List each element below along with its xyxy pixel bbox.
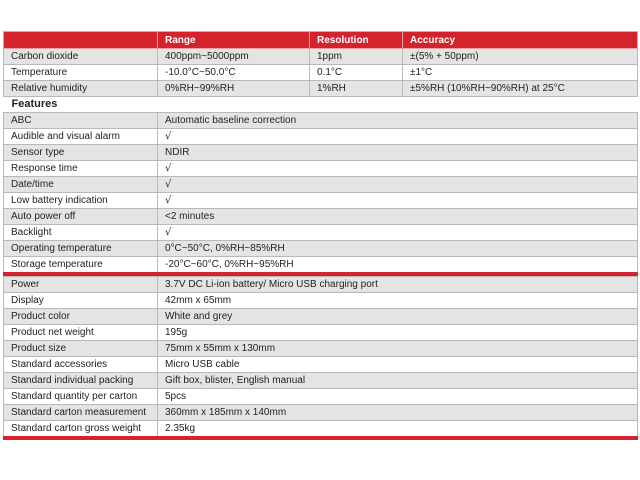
check-mark-icon: √ xyxy=(158,161,638,177)
spec-accuracy: ±(5% + 50ppm) xyxy=(403,49,638,65)
spec-accuracy: ±1°C xyxy=(403,65,638,81)
spec-row-relative-humidity xyxy=(4,81,638,97)
general-row xyxy=(4,309,638,325)
header-range: Range xyxy=(158,32,310,49)
specification-table xyxy=(3,31,638,440)
general-value: White and grey xyxy=(158,309,638,325)
general-name: Standard carton gross weight xyxy=(4,421,158,439)
general-name: Standard individual packing xyxy=(4,373,158,389)
general-row xyxy=(4,373,638,389)
general-name: Standard accessories xyxy=(4,357,158,373)
spec-name: Temperature xyxy=(4,65,158,81)
check-mark-icon: √ xyxy=(158,177,638,193)
spec-range: -10.0°C~50.0°C xyxy=(158,65,310,81)
feature-name: ABC xyxy=(4,113,158,129)
feature-value: -20°C~60°C, 0%RH~95%RH xyxy=(158,257,638,275)
general-name: Display xyxy=(4,293,158,309)
feature-name: Date/time xyxy=(4,177,158,193)
spec-range: 0%RH~99%RH xyxy=(158,81,310,97)
general-row xyxy=(4,341,638,357)
general-name: Product size xyxy=(4,341,158,357)
spec-resolution: 0.1°C xyxy=(310,65,403,81)
feature-name: Auto power off xyxy=(4,209,158,225)
feature-name: Low battery indication xyxy=(4,193,158,209)
general-value: 2.35kg xyxy=(158,421,638,439)
spec-range: 400ppm~5000ppm xyxy=(158,49,310,65)
feature-row xyxy=(4,241,638,257)
feature-name: Backlight xyxy=(4,225,158,241)
spec-accuracy: ±5%RH (10%RH~90%RH) at 25°C xyxy=(403,81,638,97)
general-value: 75mm x 55mm x 130mm xyxy=(158,341,638,357)
feature-value: NDIR xyxy=(158,145,638,161)
feature-row xyxy=(4,193,638,209)
general-row xyxy=(4,405,638,421)
general-value: 360mm x 185mm x 140mm xyxy=(158,405,638,421)
general-name: Product net weight xyxy=(4,325,158,341)
general-name: Standard carton measurement xyxy=(4,405,158,421)
header-accuracy: Accuracy xyxy=(403,32,638,49)
general-row xyxy=(4,389,638,405)
feature-name: Response time xyxy=(4,161,158,177)
header-resolution: Resolution xyxy=(310,32,403,49)
feature-row xyxy=(4,161,638,177)
feature-row xyxy=(4,145,638,161)
feature-name: Operating temperature xyxy=(4,241,158,257)
check-mark-icon: √ xyxy=(158,225,638,241)
spec-row-carbon-dioxide xyxy=(4,49,638,65)
general-value: 42mm x 65mm xyxy=(158,293,638,309)
general-row xyxy=(4,293,638,309)
general-value: 3.7V DC Li-ion battery/ Micro USB charging port xyxy=(158,277,638,293)
general-row xyxy=(4,357,638,373)
feature-name: Sensor type xyxy=(4,145,158,161)
feature-row xyxy=(4,257,638,275)
general-value: 5pcs xyxy=(158,389,638,405)
feature-row xyxy=(4,113,638,129)
general-name: Standard quantity per carton xyxy=(4,389,158,405)
feature-row xyxy=(4,209,638,225)
feature-name: Storage temperature xyxy=(4,257,158,275)
feature-row xyxy=(4,177,638,193)
feature-name: Audible and visual alarm xyxy=(4,129,158,145)
general-name: Product color xyxy=(4,309,158,325)
feature-value: Automatic baseline correction xyxy=(158,113,638,129)
features-section-row xyxy=(4,97,638,113)
feature-row xyxy=(4,225,638,241)
feature-value: 0°C~50°C, 0%RH~85%RH xyxy=(158,241,638,257)
spec-name: Carbon dioxide xyxy=(4,49,158,65)
spec-row-temperature xyxy=(4,65,638,81)
general-value: 195g xyxy=(158,325,638,341)
feature-row xyxy=(4,129,638,145)
general-value: Gift box, blister, English manual xyxy=(158,373,638,389)
general-row xyxy=(4,325,638,341)
features-title: Features xyxy=(4,97,638,113)
spec-sheet xyxy=(3,31,637,440)
spec-resolution: 1ppm xyxy=(310,49,403,65)
header-blank-cell xyxy=(4,32,158,49)
general-name: Power xyxy=(4,277,158,293)
check-mark-icon: √ xyxy=(158,193,638,209)
spec-resolution: 1%RH xyxy=(310,81,403,97)
check-mark-icon: √ xyxy=(158,129,638,145)
feature-value: <2 minutes xyxy=(158,209,638,225)
general-row xyxy=(4,277,638,293)
general-value: Micro USB cable xyxy=(158,357,638,373)
general-row xyxy=(4,421,638,439)
table-bottom-rule xyxy=(4,438,638,440)
spec-header-row xyxy=(4,32,638,49)
spec-name: Relative humidity xyxy=(4,81,158,97)
